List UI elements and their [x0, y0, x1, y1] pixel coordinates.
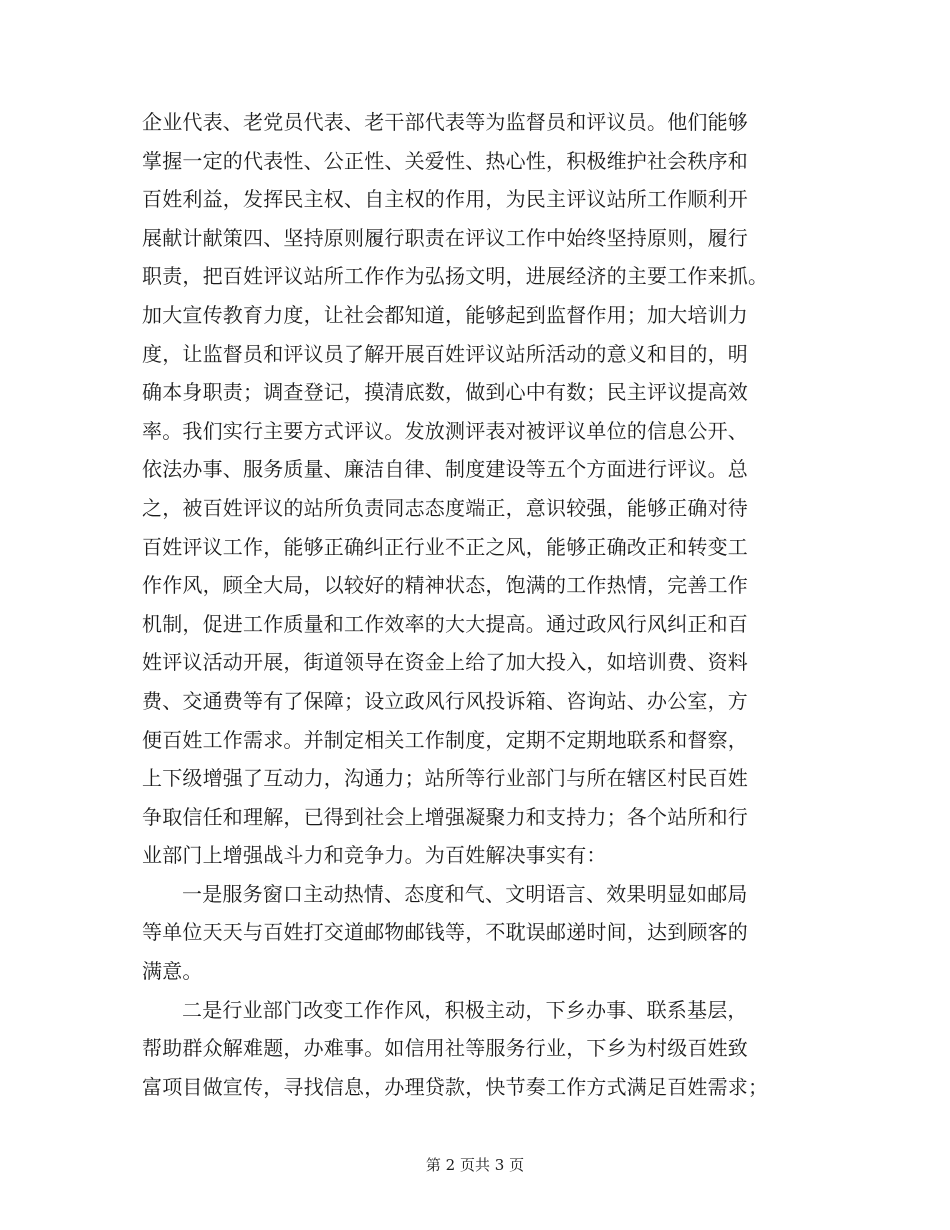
page-footer: 第 2 页共 3 页 [425, 1156, 525, 1174]
text-line: 帮助群众解难题，办难事。如信用社等服务行业，下乡为村级百姓致 [142, 1036, 748, 1061]
text-line: 一是服务窗口主动热情、态度和气、文明语言、效果明显如邮局 [182, 881, 748, 906]
text-line: 之，被百姓评议的站所负责同志态度端正，意识较强，能够正确对待 [142, 495, 748, 520]
text-line: 掌握一定的代表性、公正性、关爱性、热心性，积极维护社会秩序和 [142, 148, 748, 173]
text-line: 作作风，顾全大局，以较好的精神状态，饱满的工作热情，完善工作 [142, 573, 748, 598]
text-line: 富项目做宣传，寻找信息，办理贷款，快节奏工作方式满足百姓需求； [142, 1074, 769, 1099]
body-text [142, 103, 802, 1106]
text-line: 加大宣传教育力度，让社会都知道，能够起到监督作用；加大培训力 [142, 302, 748, 327]
text-line: 便百姓工作需求。并制定相关工作制度，定期不定期地联系和督察， [142, 727, 748, 752]
text-line: 姓评议活动开展，街道领导在资金上给了加大投入，如培训费、资料 [142, 650, 748, 675]
text-line: 上下级增强了互动力，沟通力；站所等行业部门与所在辖区村民百姓 [142, 766, 748, 791]
text-line: 百姓利益，发挥民主权、自主权的作用，为民主评议站所工作顺利开 [142, 187, 748, 212]
text-line: 机制，促进工作质量和工作效率的大大提高。通过政风行风纠正和百 [142, 611, 748, 636]
text-line: 百姓评议工作，能够正确纠正行业不正之风，能够正确改正和转变工 [142, 534, 748, 559]
text-line: 争取信任和理解，已得到社会上增强凝聚力和支持力；各个站所和行 [142, 804, 748, 829]
text-line: 企业代表、老党员代表、老干部代表等为监督员和评议员。他们能够 [142, 110, 748, 134]
text-line: 度，让监督员和评议员了解开展百姓评议站所活动的意义和目的，明 [142, 341, 748, 366]
text-line: 确本身职责；调查登记，摸清底数，做到心中有数；民主评议提高效 [142, 380, 748, 405]
text-line: 满意。 [142, 959, 203, 984]
text-line: 费、交通费等有了保障；设立政风行风投诉箱、咨询站、办公室，方 [142, 688, 748, 713]
text-line: 职责，把百姓评议站所工作作为弘扬文明，进展经济的主要工作来抓。 [142, 264, 769, 289]
text-line: 等单位天天与百姓打交道邮物邮钱等，不耽误邮递时间，达到顾客的 [142, 920, 748, 945]
text-line: 展献计献策四、坚持原则履行职责在评议工作中始终坚持原则，履行 [142, 225, 748, 250]
text-line: 业部门上增强战斗力和竞争力。为百姓解决事实有： [142, 843, 607, 868]
text-line: 依法办事、服务质量、廉洁自律、制度建设等五个方面进行评议。总 [142, 457, 748, 482]
text-line: 二是行业部门改变工作作风，积极主动，下乡办事、联系基层， [182, 997, 748, 1022]
text-line: 率。我们实行主要方式评议。发放测评表对被评议单位的信息公开、 [142, 418, 748, 443]
